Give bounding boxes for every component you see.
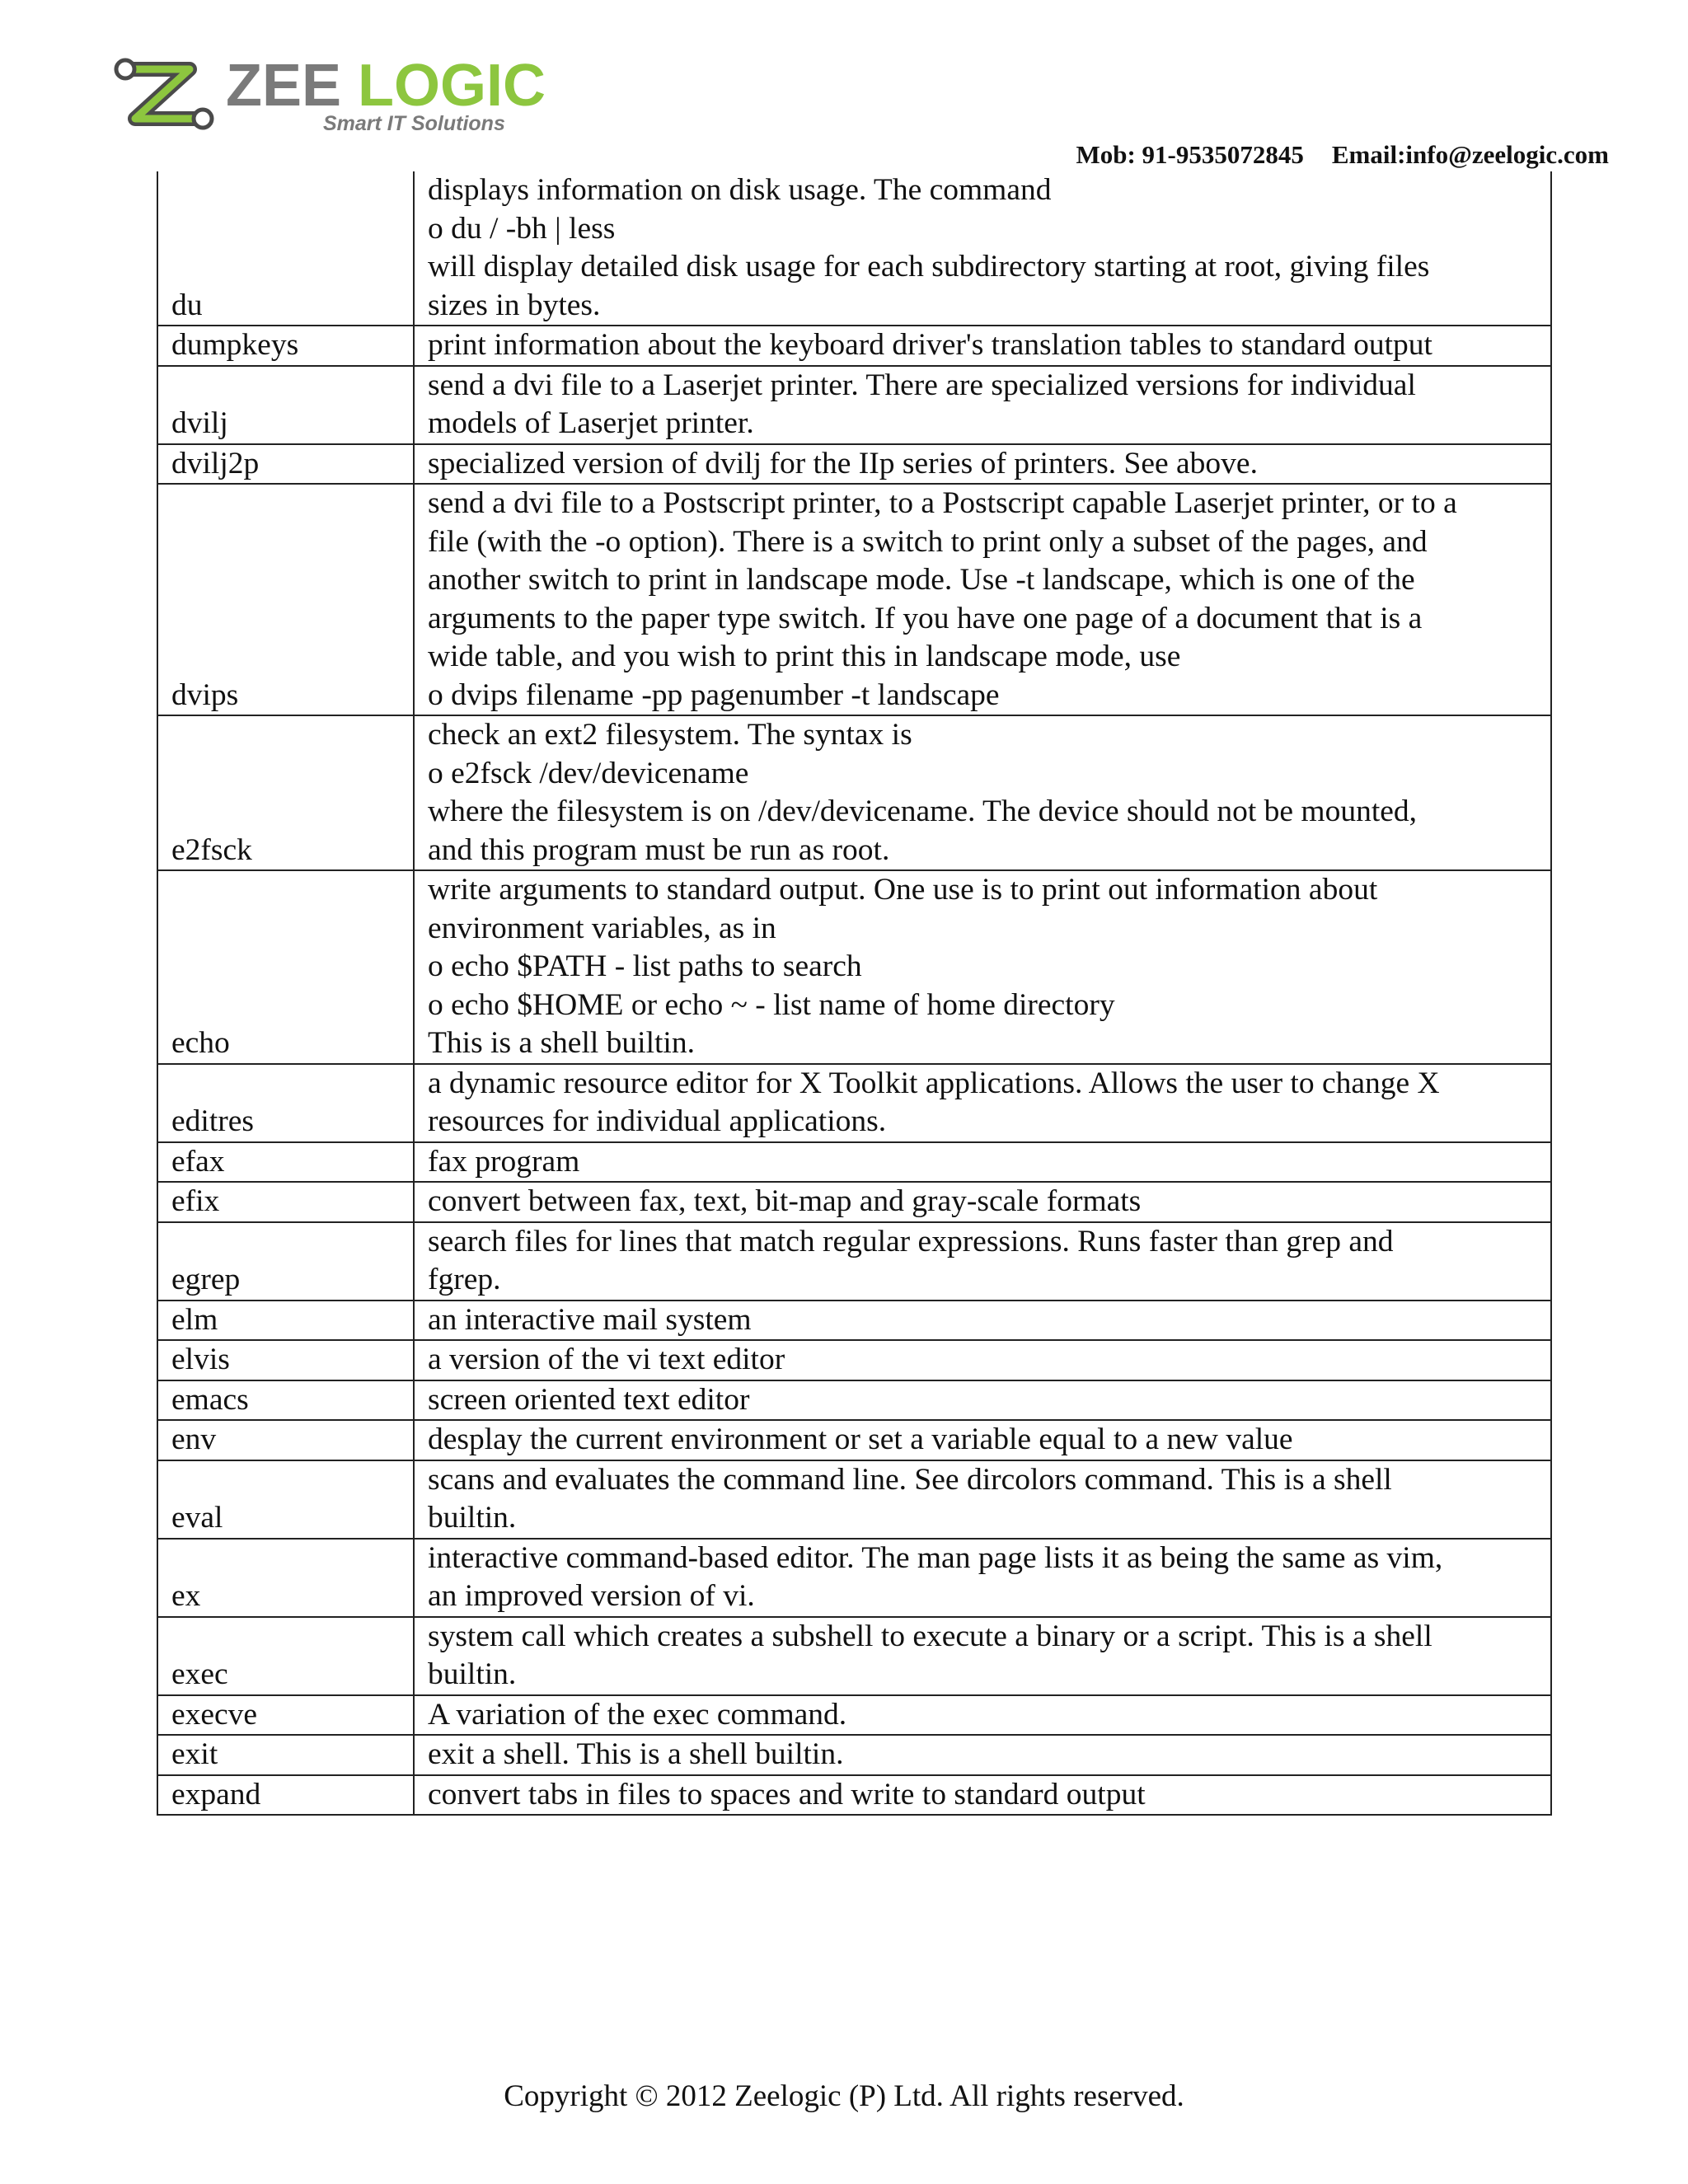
command-cell: dvips: [157, 484, 414, 715]
description-line: fax program: [428, 1144, 580, 1179]
logo-brand-right: LOGIC: [358, 53, 546, 119]
description-cell: [414, 444, 1551, 485]
description-line: o e2fsck /dev/devicename: [428, 756, 749, 790]
description-line: resources for individual applications.: [428, 1104, 887, 1138]
description-line: wide table, and you wish to print this in landscape mode, use: [428, 640, 1181, 673]
description-line: o echo $PATH - list paths to search: [428, 949, 862, 983]
description-line: fgrep.: [428, 1263, 501, 1296]
command-cell: execve: [157, 1695, 414, 1736]
table-row: [157, 1460, 1551, 1539]
description-line: where the filesystem is on /dev/devicename. The device should not be mounted,: [428, 794, 1418, 828]
command-cell: dvilj: [157, 366, 414, 444]
command-table: [157, 171, 1552, 1816]
table-row: [157, 366, 1551, 444]
command-cell: ex: [157, 1539, 414, 1617]
description-line: will display detailed disk usage for each subdirectory starting at root, giving files: [428, 250, 1430, 284]
table-row: [157, 326, 1551, 366]
command-cell: echo: [157, 870, 414, 1064]
table-row: [157, 715, 1551, 870]
description-cell: [414, 366, 1551, 444]
command-cell: dvilj2p: [157, 444, 414, 485]
table-row: [157, 1695, 1551, 1736]
description-cell: [414, 1775, 1551, 1816]
table-row: [157, 870, 1551, 1064]
description-line: file (with the -o option). There is a switch to print only a subset of the pages, and: [428, 524, 1428, 559]
description-line: scans and evaluates the command line. See dircolors command. This is a shell: [428, 1462, 1392, 1497]
description-line: a version of the vi text editor: [428, 1343, 785, 1376]
description-line: convert tabs in files to spaces and write to standard output: [428, 1777, 1146, 1811]
table-row: [157, 1182, 1551, 1222]
description-line: This is a shell builtin.: [428, 1026, 695, 1060]
description-cell: [414, 1301, 1551, 1341]
description-line: screen oriented text editor: [428, 1382, 750, 1417]
table-row: [157, 484, 1551, 715]
command-cell: efix: [157, 1182, 414, 1222]
logo-tagline: Smart IT Solutions: [323, 112, 505, 135]
table-row: [157, 1340, 1551, 1380]
description-line: check an ext2 filesystem. The syntax is: [428, 718, 912, 752]
description-line: an improved version of vi.: [428, 1579, 755, 1613]
description-cell: [414, 1460, 1551, 1539]
table-row: [157, 171, 1551, 326]
command-cell: dumpkeys: [157, 326, 414, 366]
table-row: [157, 1301, 1551, 1341]
command-cell: efax: [157, 1142, 414, 1183]
description-cell: [414, 1420, 1551, 1460]
description-line: another switch to print in landscape mode. Use -t landscape, which is one of the: [428, 563, 1415, 597]
description-line: exit a shell. This is a shell builtin.: [428, 1737, 844, 1771]
description-cell: [414, 1380, 1551, 1421]
description-cell: [414, 1695, 1551, 1736]
description-line: an interactive mail system: [428, 1302, 752, 1337]
table-row: [157, 1142, 1551, 1183]
description-line: specialized version of dvilj for the IIp series of printers. See above.: [428, 446, 1258, 480]
description-cell: [414, 715, 1551, 870]
description-line: print information about the keyboard driver's translation tables to standard output: [428, 328, 1432, 362]
command-cell: expand: [157, 1775, 414, 1816]
table-row: [157, 1775, 1551, 1816]
description-line: send a dvi file to a Postscript printer, to a Postscript capable Laserjet printer, or to a: [428, 486, 1457, 520]
description-line: o echo $HOME or echo ~ - list name of home directory: [428, 987, 1115, 1022]
description-line: and this program must be run as root.: [428, 832, 890, 867]
command-cell: elm: [157, 1301, 414, 1341]
company-logo: [110, 48, 613, 140]
description-line: models of Laserjet printer.: [428, 406, 754, 440]
description-line: o dvips filename -pp pagenumber -t landscape: [428, 677, 1000, 712]
description-line: search files for lines that match regular expressions. Runs faster than grep and: [428, 1224, 1394, 1258]
description-cell: [414, 870, 1551, 1064]
table-row: [157, 1735, 1551, 1775]
description-cell: [414, 1539, 1551, 1617]
description-line: a dynamic resource editor for X Toolkit applications. Allows the user to change X: [428, 1066, 1440, 1100]
command-cell: e2fsck: [157, 715, 414, 870]
description-cell: [414, 326, 1551, 366]
table-row: [157, 1420, 1551, 1460]
description-cell: [414, 1735, 1551, 1775]
description-line: sizes in bytes.: [428, 288, 601, 322]
table-row: [157, 1539, 1551, 1617]
command-cell: du: [157, 171, 414, 326]
command-cell: exit: [157, 1735, 414, 1775]
description-line: environment variables, as in: [428, 911, 776, 945]
description-cell: [414, 484, 1551, 715]
description-line: builtin.: [428, 1501, 517, 1535]
mobile-number: Mob: 91-9535072845: [1076, 140, 1304, 169]
description-line: system call which creates a subshell to execute a binary or a script. This is a shell: [428, 1619, 1432, 1653]
description-cell: [414, 1340, 1551, 1380]
description-cell: [414, 1617, 1551, 1695]
description-cell: [414, 1142, 1551, 1183]
description-cell: [414, 171, 1551, 326]
table-row: [157, 1617, 1551, 1695]
description-line: displays information on disk usage. The command: [428, 173, 1052, 207]
table-row: [157, 444, 1551, 485]
description-line: A variation of the exec command.: [428, 1697, 847, 1732]
command-cell: elvis: [157, 1340, 414, 1380]
description-cell: [414, 1182, 1551, 1222]
command-cell: exec: [157, 1617, 414, 1695]
copyright-footer: Copyright © 2012 Zeelogic (P) Ltd. All rights reserved.: [504, 2079, 1184, 2113]
logo-brand-left: ZEE: [226, 53, 342, 119]
description-line: interactive command-based editor. The man page lists it as being the same as vim,: [428, 1540, 1443, 1575]
logo-mark-icon: [116, 60, 212, 128]
table-row: [157, 1064, 1551, 1142]
description-line: convert between fax, text, bit-map and gray-scale formats: [428, 1184, 1142, 1218]
command-cell: egrep: [157, 1222, 414, 1301]
description-line: send a dvi file to a Laserjet printer. There are specialized versions for individual: [428, 368, 1416, 402]
description-line: arguments to the paper type switch. If you have one page of a document that is a: [428, 601, 1423, 635]
description-line: desplay the current environment or set a variable equal to a new value: [428, 1422, 1293, 1456]
email-address: Email:info@zeelogic.com: [1331, 140, 1609, 169]
contact-info: [1076, 140, 1609, 170]
description-cell: [414, 1222, 1551, 1301]
command-cell: emacs: [157, 1380, 414, 1421]
table-row: [157, 1222, 1551, 1301]
table-row: [157, 1380, 1551, 1421]
description-cell: [414, 1064, 1551, 1142]
description-line: builtin.: [428, 1657, 517, 1691]
description-line: write arguments to standard output. One use is to print out information about: [428, 873, 1378, 907]
command-cell: env: [157, 1420, 414, 1460]
command-cell: eval: [157, 1460, 414, 1539]
command-cell: editres: [157, 1064, 414, 1142]
description-line: o du / -bh | less: [428, 211, 616, 246]
